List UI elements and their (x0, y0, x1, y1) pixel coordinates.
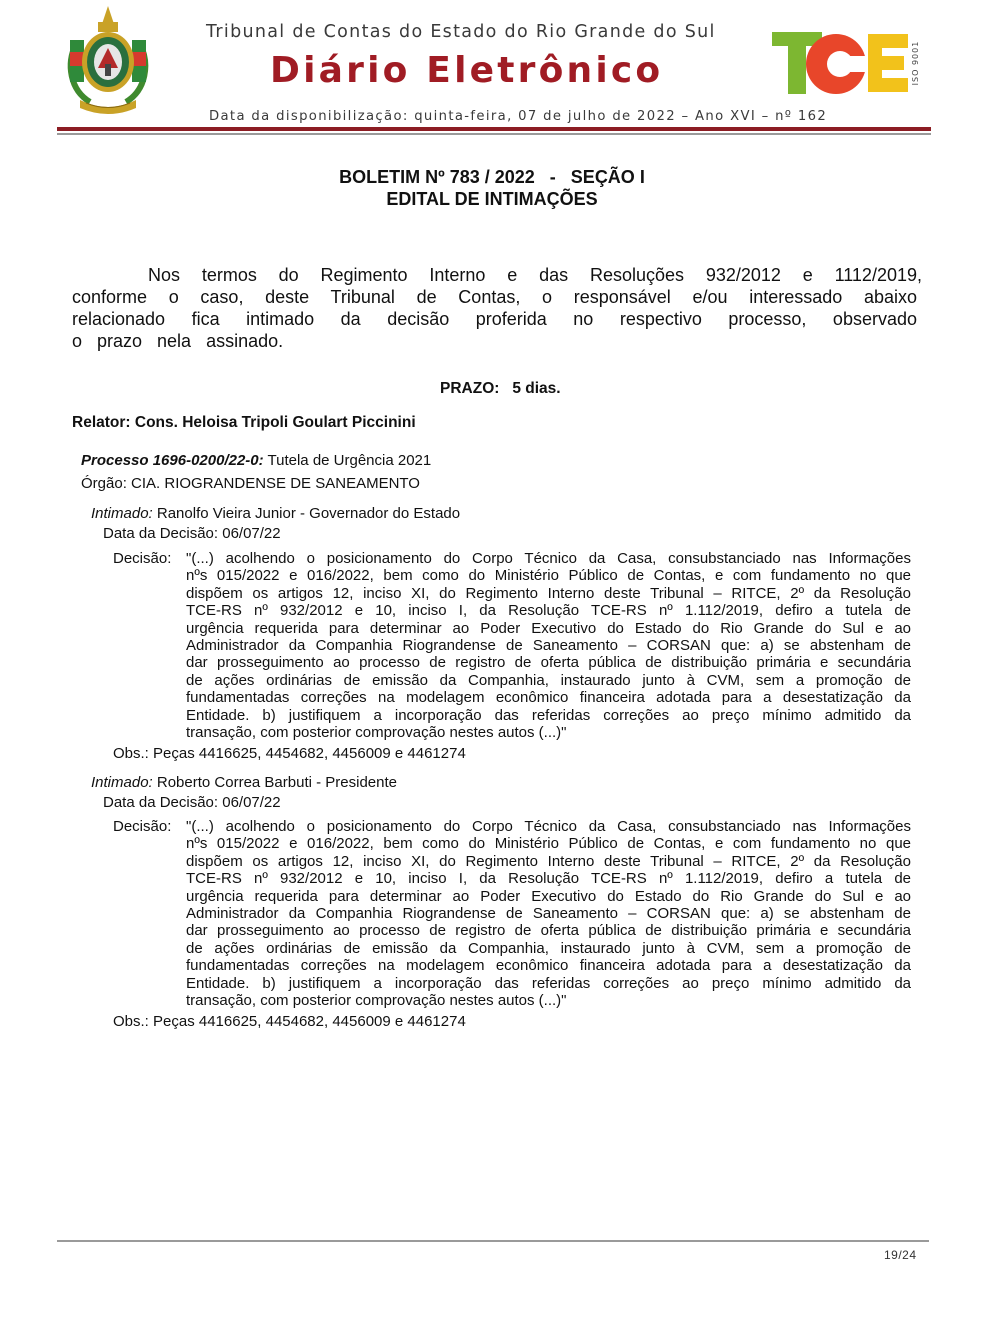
decision-text-line: fundamentadas correções na modelagem econômico financeira adotada para a desestatização da (186, 689, 911, 707)
decision-text-line: TCE-RS nº 932/2012 e 10, inciso I, da Resolução TCE-RS nº 1.112/2019, defiro a tutela de (186, 870, 911, 888)
intimado-line (91, 774, 397, 791)
decision-text-line: nºs 015/2022 e 016/2022, bem como do Ministério Público de Contas, e com fundamento no que (186, 835, 911, 853)
intimado-label: Intimado: (91, 505, 153, 522)
decision-date: Data da Decisão: 06/07/22 (103, 794, 281, 811)
decision-text-line: "(...) acolhendo o posicionamento do Corpo Técnico da Casa, consubstanciado nas Informações (186, 550, 911, 567)
decision-text-line: dispõem os artigos 12, inciso XI, do Regimento Interno deste Tribunal – RITCE, 2º da Resolução (186, 584, 911, 602)
decision-text-line: nºs 015/2022 e 016/2022, bem como do Ministério Público de Contas, e com fundamento no que (186, 567, 911, 585)
decision-text-line: TCE-RS nº 932/2012 e 10, inciso I, da Resolução TCE-RS nº 1.112/2019, defiro a tutela de (186, 602, 911, 620)
availability-date-line: Data da disponibilização: quinta-feira, 07 de julho de 2022 – Ano XVI – nº 162 (209, 109, 828, 124)
decision-date: Data da Decisão: 06/07/22 (103, 525, 281, 542)
intro-line-4: o prazo nela assinado. (72, 331, 284, 351)
iso-label: ISO 9001 (911, 40, 920, 86)
bulletin-subtitle: EDITAL DE INTIMAÇÕES (386, 189, 598, 209)
decision-label: Decisão: (113, 550, 172, 567)
decision-text-line: Administrador da Companhia Riograndense de Saneamento – CORSAN que: a) se abstenham de (186, 905, 911, 922)
process-line (81, 452, 431, 469)
observation: Obs.: Peças 4416625, 4454682, 4456009 e 4461274 (113, 1013, 466, 1030)
intro-line-2: conforme o caso, deste Tribunal de Contas, o responsável e/ou interessado abaixo (72, 287, 917, 307)
process-label: Processo 1696-0200/22-0: (81, 452, 264, 469)
decision-text-line: urgência requerida para determinar ao Poder Executivo do Estado do Rio Grande do Sul e ao (186, 619, 911, 637)
decision-text-line: Entidade. b) justifiquem a incorporação das referidas correções ao preço mínimo admitido da (186, 706, 911, 724)
decision-text-line: dar prosseguimento ao processo de registro de oferta pública de distribuição primária e secundária (186, 922, 911, 940)
decision-text-line: transação, com posterior comprovação nestes autos (...)" (186, 724, 567, 741)
intimado-line (91, 505, 460, 522)
tce-logo (772, 30, 926, 96)
intimado-name: Roberto Correa Barbuti - Presidente (152, 774, 397, 791)
intimado-name: Ranolfo Vieira Junior - Governador do Estado (152, 505, 461, 522)
decision-text-line: Entidade. b) justifiquem a incorporação das referidas correções ao preço mínimo admitido da (186, 974, 911, 992)
intimado-label: Intimado: (91, 774, 153, 791)
decision-text-line: dispõem os artigos 12, inciso XI, do Regimento Interno deste Tribunal – RITCE, 2º da Resolução (186, 852, 911, 870)
decision-text-line: urgência requerida para determinar ao Poder Executivo do Estado do Rio Grande do Sul e ao (186, 887, 911, 905)
institution-name: Tribunal de Contas do Estado do Rio Grande do Sul (206, 22, 716, 42)
organ-line: Órgão: CIA. RIOGRANDENSE DE SANEAMENTO (81, 475, 420, 492)
decision-text-line: de ações ordinárias de emissão da Companhia, instaurado junto à CVM, sem a promoção de (186, 671, 911, 689)
decision-text-line: "(...) acolhendo o posicionamento do Corpo Técnico da Casa, consubstanciado nas Informações (186, 818, 911, 835)
decision-text-line: de ações ordinárias de emissão da Companhia, instaurado junto à CVM, sem a promoção de (186, 939, 911, 957)
rapporteur: Relator: Cons. Heloisa Tripoli Goulart Piccinini (72, 414, 416, 431)
observation: Obs.: Peças 4416625, 4454682, 4456009 e 4461274 (113, 745, 466, 762)
bulletin-title: BOLETIM Nº 783 / 2022 - SEÇÃO I (339, 167, 645, 187)
decision-text-line: transação, com posterior comprovação nestes autos (...)" (186, 992, 567, 1009)
header-rule-red (57, 127, 931, 131)
deadline: PRAZO: 5 dias. (440, 380, 561, 397)
rio-grande-do-sul-coat-of-arms-icon (62, 4, 154, 116)
intro-line-1: Nos termos do Regimento Interno e das Resoluções 932/2012 e 1112/2019, (148, 265, 922, 285)
decision-text-line: dar prosseguimento ao processo de registro de oferta pública de distribuição primária e secundária (186, 654, 911, 672)
header-rule-gray (57, 133, 931, 135)
intro-line-3: relacionado fica intimado da decisão proferida no respectivo processo, observado (72, 309, 917, 329)
process-value: Tutela de Urgência 2021 (263, 452, 432, 469)
page-number: 19/24 (884, 1248, 917, 1262)
decision-label: Decisão: (113, 818, 172, 835)
footer-rule (57, 1240, 929, 1242)
journal-title: Diário Eletrônico (270, 50, 664, 91)
decision-text-line: Administrador da Companhia Riograndense de Saneamento – CORSAN que: a) se abstenham de (186, 637, 911, 654)
decision-text-line: fundamentadas correções na modelagem econômico financeira adotada para a desestatização da (186, 957, 911, 975)
